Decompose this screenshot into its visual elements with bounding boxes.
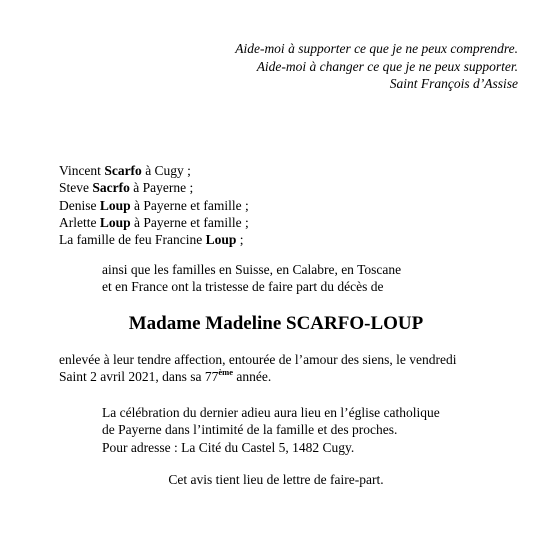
description-line-1: enlevée à leur tendre affection, entourée de l’amour des siens, le vendredi (59, 352, 457, 367)
family-member: Steve Sacrfo à Payerne ; (59, 180, 194, 196)
family-member: Denise Loup à Payerne et famille ; (59, 197, 249, 213)
family-member: La famille de feu Francine Loup ; (59, 232, 244, 248)
description-line-2: Saint 2 avril 2021, dans sa 77ème année. (59, 367, 272, 385)
family-surname: Loup (205, 232, 237, 248)
deceased-name: Madame Madeline SCARFO-LOUP (128, 313, 424, 334)
quote-line-1: Aide-moi à supporter ce que je ne peux comprendre. (235, 41, 518, 56)
ordinal-suffix: ème (218, 367, 233, 378)
family-surname: Loup (99, 214, 131, 230)
ceremony-address: Pour adresse : La Cité du Castel 5, 1482 Cugy. (102, 439, 355, 455)
quote-attribution: Saint François d’Assise (389, 76, 518, 91)
family-member: Vincent Scarfo à Cugy ; (59, 163, 191, 178)
family-surname: Loup (99, 197, 131, 213)
intro-line-2: et en France ont la tristesse de faire part du décès de (102, 279, 384, 295)
family-surname: Scarfo (104, 163, 142, 178)
family-surname: Sacrfo (92, 180, 130, 196)
epigraph-quote (235, 40, 518, 93)
closing-notice: Cet avis tient lieu de lettre de faire-part. (168, 472, 384, 487)
ceremony-line-2: de Payerne dans l’intimité de la famille et des proches. (102, 422, 398, 438)
family-member: Arlette Loup à Payerne et famille ; (59, 214, 249, 230)
intro-line-1: ainsi que les familles en Suisse, en Calabre, en Toscane (102, 262, 402, 277)
ceremony-line-1: La célébration du dernier adieu aura lieu en l’église catholique (102, 405, 440, 420)
family-list (59, 162, 249, 248)
intro-paragraph (102, 261, 401, 296)
ceremony-paragraph (102, 404, 440, 456)
quote-line-2: Aide-moi à changer ce que je ne peux supporter. (256, 58, 518, 74)
description-paragraph (59, 351, 456, 386)
